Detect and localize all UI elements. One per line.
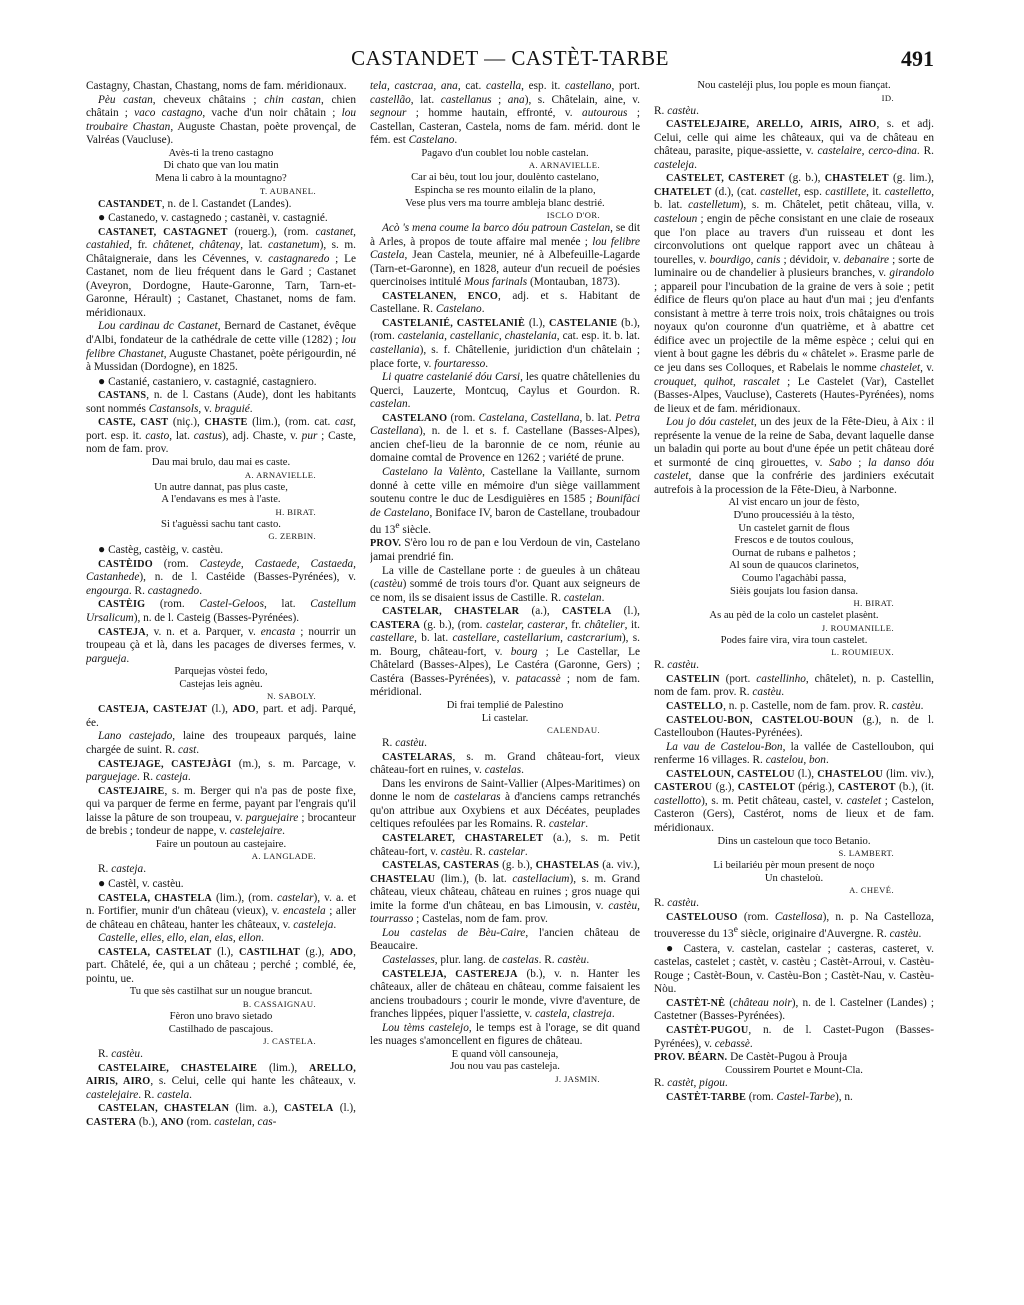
italic-term: castelan xyxy=(370,398,408,411)
headword: CASTEROT xyxy=(837,782,896,794)
quote-line: Ournat de rubans e palhetos ; xyxy=(732,547,856,559)
headword: CASTELANEN, ENCO xyxy=(382,290,499,302)
page-number: 491 xyxy=(901,46,934,71)
italic-term: Castel-Geloos xyxy=(199,598,264,611)
headword: CHASTELAS xyxy=(535,860,600,872)
headword: CHASTELET xyxy=(824,173,889,185)
headword: ADO xyxy=(329,946,354,958)
headword: CASTELOT xyxy=(737,782,795,794)
headword: CASTELAN, CHASTELAN xyxy=(98,1103,230,1115)
quote-author: J. ROUMANILLE. xyxy=(821,622,894,633)
italic-term: castelaras xyxy=(454,791,501,804)
quote-line: Espincha se res mounto eilalin de la plano, xyxy=(414,184,596,196)
italic-term: casteja xyxy=(111,863,144,876)
dictionary-entry: CASTÈT-PUGOU, n. de l. Castet-Pugon (Basses-Pyrénées), v. cebassè. xyxy=(654,1023,934,1050)
italic-term: castèu xyxy=(557,953,587,966)
quote-author: A. ARNAVIELLE. xyxy=(244,469,316,480)
dictionary-entry: CASTELAS, CASTERAS (g. b.), CHASTELAS (a. viv.), CHASTELAU (lim.), (b. lat. castellacium), s. m. Grand château, vieux château, château en ruines ; gros nuage qui imite la forme d'un château, en bas Limousin, v. castèu, tourrasso ; Castelas, nom de fam. prov. xyxy=(370,859,640,926)
headword: CASTELANIE xyxy=(549,317,618,329)
italic-term: Castelasses xyxy=(382,953,435,966)
dictionary-entry: CASTÈT-TARBE (rom. Castel-Tarbe), n. xyxy=(666,1090,853,1103)
quote-line: Mena li cabro à la mountagno? xyxy=(155,172,287,184)
italic-term: castella xyxy=(486,80,522,92)
quote-line: Avès-ti la treno castagno xyxy=(168,147,274,159)
dictionary-entry: CASTEJA, CASTEJAT (l.), ADO, part. et adj. Parqué, ée. xyxy=(86,703,356,729)
headword: ADO xyxy=(232,704,256,716)
headword: CASTELET, CASTERET xyxy=(666,173,785,185)
italic-term: castelan, cas- xyxy=(214,1115,277,1128)
dictionary-entry: CASTELOU-BON, CASTELOU-BOUN (g.), n. de l. Castelloubon (Hautes-Pyrénées). xyxy=(654,713,934,740)
headword: CASTANDET xyxy=(98,198,162,210)
headword: CASTELANIÉ, CASTELANIÈ xyxy=(382,317,526,329)
italic-term: castellano xyxy=(565,80,612,92)
quote-line: Parquejas vòstei fedo, xyxy=(174,666,268,678)
italic-term: girandolo xyxy=(889,267,934,280)
italic-term: castus xyxy=(193,429,222,442)
quote-author: J. CASTELA. xyxy=(263,1036,316,1047)
dictionary-entry: CASTELA, CHASTELA (lim.), (rom. castelar), v. a. et n. Fortifier, munir d'un château (vieux), v. encastela ; aller de château en château, hanter les châteaux, v. casteleja. xyxy=(86,891,356,931)
italic-term: fourtaresso xyxy=(434,357,486,370)
italic-term: lou troubaire Chastan xyxy=(86,107,356,133)
headword: CASTELIN xyxy=(666,673,720,685)
dictionary-entry: CASTÈIDO (rom. Casteyde, Castaede, Castaeda, Castanhede), n. de l. Castéide (Basses-Pyrénées), v. engourga. R. castagnedo. xyxy=(86,557,356,597)
italic-term: pur xyxy=(301,429,318,442)
headword: CHASTELOU xyxy=(817,768,883,780)
italic-term: castellania xyxy=(370,344,420,357)
quote-line: Fèron uno bravo sietado xyxy=(169,1010,273,1022)
dictionary-entry: R. castèu. xyxy=(654,659,699,672)
quote-line: E quand vòll cansouneja, xyxy=(451,1048,559,1060)
headword: CASTEJAGE, CASTEJÀGI xyxy=(98,758,232,770)
italic-term: castèt, pigou xyxy=(667,1077,725,1090)
italic-term: castelas xyxy=(484,764,522,777)
dictionary-entry: CASTELANO (rom. Castelana, Castellana, b. lat. Petra Castellana), n. de l. et s. f. Castellane (Basses-Alpes), ancien chef-lieu de la baronnie de ce nom, réunie au domaine comtal de Provence en 1262 ; variété de prune. xyxy=(370,411,640,465)
italic-term: braguié xyxy=(214,402,250,415)
italic-term: châtenet, châtenay xyxy=(152,239,241,252)
quote-line: Al vist encaro un jour de fèsto, xyxy=(728,497,860,509)
italic-term: castèu xyxy=(891,700,921,713)
italic-term: casteleja xyxy=(293,918,334,931)
italic-term: pargueja xyxy=(86,652,127,665)
dictionary-entry: Lou cardinau dc Castanet, Bernard de Castanet, évêque d'Albi, fondateur de la cathédrale de cette ville (1282) ; lou felibre Chastanet, Auguste Chastanet, poète périgourdin, né à Mussidan (Dordogne), en 1825. xyxy=(86,320,356,374)
headword: CASTELA xyxy=(561,606,612,618)
quote-line: Un autre dannat, pas plus caste, xyxy=(154,481,288,493)
italic-term: castelet xyxy=(846,794,882,807)
italic-term: castèu xyxy=(667,659,697,672)
italic-term: castellacium xyxy=(512,872,570,885)
italic-term: bourg xyxy=(510,645,538,658)
headword: CASTEROU xyxy=(654,782,713,794)
dictionary-entry: La ville de Castellane porte : de gueules à un château (castèu) sommé de trois tours d'or. Quant aux seigneurs de ce nom, ils se disaient issus de Castille. R. castelan. xyxy=(370,564,640,604)
dictionary-entry: ● Castanié, castaniero, v. castagnié, castagniero. xyxy=(98,373,317,388)
headword: CASTEJA xyxy=(98,626,146,638)
italic-term: castelan xyxy=(563,591,602,604)
italic-term: castèu xyxy=(373,578,403,591)
dictionary-entry: Pèu castan, cheveux châtains ; chin castan, chien châtain ; vaco castagno, vache d'un noir châtain ; lou troubaire Chastan, Auguste Chastan, poète provençal, de Valréas (Vaucluse). xyxy=(86,93,356,147)
dictionary-entry: Li quatre castelanié dóu Carsi, les quatre châtellenies du Querci, Lauzerte, Montcuq, Caylus et Gourdon. R. castelan. xyxy=(370,371,640,411)
column-left xyxy=(86,80,356,1250)
italic-term: castelar xyxy=(548,818,586,831)
dictionary-entry: CASTEJA, v. n. et a. Parquer, v. encasta ; nourrir un troupeau çà et là, dans les pacages de diverses fermes, v. pargueja. xyxy=(86,625,356,665)
italic-term: Castellosa xyxy=(774,910,823,923)
dictionary-entry: Acò 's mena coume la barco dóu patroun Castelan, se dit à Arles, à propos de toute affaire mal menée ; lou felibre Castela, Jean Castela, meunier, né à Albefeuille-Lagarde (Tarn-et-Garonne), en 1828, auteur d'un recueil de poésies quercinoises intitulé Mous farinals (Montauban, 1873). xyxy=(370,222,640,289)
italic-term: Lano castejado xyxy=(98,730,173,743)
quote-line: Di frai templié de Palestino xyxy=(446,700,564,712)
quote-author: H. BIRAT. xyxy=(853,598,894,609)
headword: CASTELANO xyxy=(382,412,448,424)
dictionary-entry: PROV. BÉARN. De Castèt-Pugou à Prouja xyxy=(654,1051,848,1064)
headword: CASTÈT-NÈ xyxy=(666,997,726,1009)
bullet-icon: ● xyxy=(666,940,677,955)
dictionary-entry: CASTÈIG (rom. Castel-Geloos, lat. Castellum Ursalicum), n. de l. Casteig (Basses-Pyrénées). xyxy=(86,598,356,625)
headword: CASTELLO xyxy=(666,701,724,713)
dictionary-entry: Castelano la Valènto, Castellane la Vaillante, surnom donné à cette ville en mémoire d'un siège vaillamment soutenu contre le duc de Lesdiguières en 1585 ; Bounifàci de Castelano, Boniface IV, baron de Castellane, troubadour du 13e siècle. xyxy=(370,465,640,536)
italic-term: crouquet, quihot, rascalet xyxy=(654,375,780,388)
italic-term: lou felibre Castela xyxy=(370,235,640,262)
headword: CASTEJA, CASTEJAT xyxy=(98,704,208,716)
italic-term: Castelano xyxy=(408,134,455,147)
headword: CASTELOU-BON, CASTELOU-BOUN xyxy=(666,714,854,726)
quote-line: Frescos e de toutos coulous, xyxy=(734,535,854,547)
bullet-icon: ● xyxy=(98,210,106,225)
dictionary-entry: CASTELEJAIRE, ARELLO, AIRIS, AIRO, s. et adj. Celui, celle qui aime les châteaux, qui va de château en château, parasite, pique-assiette, v. castelaire, cerco-dina. R. casteleja. xyxy=(654,118,934,171)
italic-term: castelar xyxy=(277,891,314,904)
quote-line: Dau mai brulo, dau mai es caste. xyxy=(151,456,291,468)
italic-term: Castansols xyxy=(148,402,199,415)
headword: CASTELA, CASTELAT xyxy=(98,946,212,958)
italic-term: Bounifàci de Castelano xyxy=(370,493,640,519)
dictionary-entry: PROV. S'èro lou ro de pan e lou Verdoun de vin, Castelano jamai prendrié fin. xyxy=(370,537,640,563)
italic-term: Castelano la Valènto xyxy=(382,465,483,478)
italic-term: château noir xyxy=(733,996,792,1009)
italic-term: cebassè xyxy=(714,1037,750,1050)
italic-term: castelar xyxy=(488,845,525,858)
italic-term: Castel-Tarbe xyxy=(776,1090,835,1103)
italic-term: castelaire, cerco-dina xyxy=(817,145,917,158)
quote-line: Sièis goujats lou fasion dansa. xyxy=(730,585,858,597)
headword: CASTELA, CHASTELA xyxy=(98,892,212,904)
italic-term: lou felibre Chastanet xyxy=(86,333,356,360)
italic-term: Pèu castan xyxy=(98,93,153,106)
headword: CASTELARET, CHASTARELET xyxy=(382,833,544,845)
italic-term: castelas xyxy=(502,953,539,966)
italic-term: Petra Castellana xyxy=(370,411,640,438)
headword: CASTE, CAST xyxy=(98,417,169,429)
dictionary-entry: R. castèu. xyxy=(654,897,699,910)
italic-term: castèu xyxy=(395,737,425,750)
quote-line: Faire un poutoun au castejaire. xyxy=(155,838,287,850)
italic-term: castellanus xyxy=(440,93,492,106)
dictionary-entry: CASTÈT-NÈ (château noir), n. de l. Castelner (Landes) ; Castetner (Basses-Pyrénées). xyxy=(654,996,934,1023)
italic-term: encastela xyxy=(283,905,326,918)
dictionary-entry: CASTELARAS, s. m. Grand château-fort, vieux château-fort en ruines, v. castelas. xyxy=(370,750,640,777)
italic-term: cast xyxy=(178,744,197,757)
headword: ARELLO, AIRIS, AIRO xyxy=(86,1062,356,1088)
italic-term: castellare, castellarium, castcrarium xyxy=(452,632,622,645)
headword: CASTELA xyxy=(283,1103,334,1115)
dictionary-entry: CASTELOUN, CASTELOU (l.), CHASTELOU (lim. viv.), CASTEROU (g.), CASTELOT (périg.), CASTEROT (b.), (it. castellotto), s. m. Petit château, castel, v. castelet ; Castelon, Casteron (Gers), Castérot, noms de lieux et de fam. méridionaux. xyxy=(654,767,934,834)
italic-term: castela, clastreja xyxy=(535,1008,612,1021)
italic-term: châtelier xyxy=(584,618,625,631)
italic-term: castelania, castellanic, chastelania xyxy=(397,330,557,343)
dictionary-entry: Lou castelas de Bèu-Caire, l'ancien château de Beaucaire. xyxy=(370,926,640,953)
dictionary-entry: Castagny, Chastan, Chastang, noms de fam. méridionaux. xyxy=(86,80,347,92)
italic-term: castèu xyxy=(667,104,697,117)
italic-term: Li quatre castelanié dóu Carsi xyxy=(382,371,521,384)
headword: CASTÈT-PUGOU xyxy=(666,1024,749,1036)
italic-term: castagnaredo xyxy=(268,252,330,265)
quote-author: ISCLO D'OR. xyxy=(546,210,600,221)
headword: CASTERA xyxy=(370,619,421,631)
italic-term: chastelet xyxy=(879,361,921,374)
quote-line: Castejas leis agnèu. xyxy=(179,678,263,690)
italic-term: Sabo xyxy=(829,456,852,469)
italic-term: castèu xyxy=(111,1048,141,1061)
italic-term: castanet, castahied xyxy=(86,225,356,252)
dictionary-entry: Lou jo dóu castelet, un des jeux de la Fête-Dieu, à Aix : il représente la venue de la reine de Saba, devant laquelle danse un baladin qui porte au bout d'une épée un petit château doré et surmonté de cinq girouettes, v. Sabo ; la danso dóu castelet, danse que la confrérie des jardiniers exécutait autrefois à la procession de la Fête-Dieu, à Narbonne. xyxy=(654,416,934,496)
dictionary-entry: ● Castèg, castèig, v. castèu. xyxy=(98,542,224,557)
quote-line: Un castelet garnit de flous xyxy=(738,522,850,534)
italic-term: debanaire xyxy=(843,253,889,266)
italic-term: castelletto xyxy=(884,185,932,198)
italic-term: castèu xyxy=(667,897,697,910)
italic-term: Acò 's mena coume la barco dóu patroun Castelan xyxy=(382,222,611,235)
italic-term: castellão xyxy=(370,93,411,106)
quote-line: As au pèd de la colo un castelet plasènt. xyxy=(709,610,879,622)
headword: CASTILHAT xyxy=(238,946,300,958)
quote-line: Tu que sès castilhat sur un nougue brancut. xyxy=(129,986,313,998)
quote-line: Dins un casteloun que toco Betanio. xyxy=(717,835,871,847)
headword: CASTEJAIRE xyxy=(98,785,165,797)
italic-term: castellet xyxy=(760,185,798,198)
dictionary-entry: CASTE, CAST (niç.), CHASTE (lim.), (rom. cat. cast, port. esp. it. casto, lat. castus), adj. Chaste, v. pur ; Caste, nom de fam. prov. xyxy=(86,416,356,456)
quote-line: Si t'aguèssi sachu tant casto. xyxy=(161,518,281,530)
headword: CASTELEJA, CASTEREJA xyxy=(382,968,518,980)
dictionary-entry: Lano castejado, laine des troupeaux parqués, laine chargée de suint. R. cast. xyxy=(86,730,356,757)
headword: CASTELAIRE, CHASTELAIRE xyxy=(98,1062,258,1074)
italic-term: castellare xyxy=(370,632,415,645)
quote-author: ID. xyxy=(881,92,894,103)
page-header xyxy=(86,46,934,76)
quote-author: A. LANGLADE. xyxy=(251,851,316,862)
italic-term: Lou castelas de Bèu-Caire xyxy=(382,926,526,939)
headword: CASTANS xyxy=(98,390,147,402)
italic-term: engourga xyxy=(86,584,129,597)
quote-line: D'uno proucessiéu à la tèsto, xyxy=(733,510,855,522)
quote-line: Castilhado de pascajous. xyxy=(168,1023,274,1035)
italic-term: ana xyxy=(507,93,525,106)
headword: CASTERA xyxy=(86,1116,137,1128)
dictionary-entry: ● Castèl, v. castèu. xyxy=(98,876,184,890)
quote-line: Podes faire vira, vira toun castelet. xyxy=(720,634,868,646)
column-right xyxy=(654,80,934,1250)
italic-term: castelejaire xyxy=(229,825,283,838)
italic-term: vaco castagno xyxy=(134,107,203,120)
headword: CASTELOUSO xyxy=(666,911,738,923)
quote-line: Pagavo d'un coublet lou noble castelan. xyxy=(421,147,589,159)
italic-term: casteleja xyxy=(654,158,695,171)
bullet-icon: ● xyxy=(98,373,106,388)
italic-term: castelejaire xyxy=(86,1088,139,1101)
dictionary-entry: R. castèu. xyxy=(654,104,699,117)
italic-term: bourdigo, canis xyxy=(709,253,781,266)
dictionary-entry: CASTELARET, CHASTARELET (a.), s. m. Petit château-fort, v. castèu. R. castelar. xyxy=(370,832,640,858)
headword: CASTELARAS xyxy=(382,751,453,763)
quote-author: L. ROUMIEUX. xyxy=(831,647,894,658)
quote-author: J. JASMIN. xyxy=(555,1073,600,1084)
headword: PROV. BÉARN. xyxy=(654,1052,728,1064)
quote-author: N. SABOLY. xyxy=(266,691,316,702)
dictionary-entry: Dans les environs de Saint-Vallier (Alpes-Maritimes) on donne le nom de castelaras à d'anciens camps retranchés qu'on attribue aux Oxybiens et aux Décéates, peuplades celtiques refoulées par les Romains. R. castelar. xyxy=(370,777,640,831)
running-head: CASTANDET — CASTÈT-TARBE xyxy=(351,46,669,70)
italic-term: Castelano xyxy=(435,303,482,316)
quote-line: Nou casteléji plus, lou pople es moun fiançat. xyxy=(697,80,891,91)
italic-term: casto xyxy=(145,429,170,442)
dictionary-entry: Lou tèms castelejo, le temps est à l'orage, se dit quand les nuages s'amoncellent en figures de château. xyxy=(370,1021,640,1048)
quote-author: H. BIRAT. xyxy=(275,506,316,517)
italic-term: parguejaire xyxy=(245,811,299,824)
italic-term: cast xyxy=(334,416,354,429)
quote-line: Li beilariéu pèr moun present de noço xyxy=(713,860,875,872)
quote-line: Li castelar. xyxy=(481,712,529,724)
italic-term: castèu xyxy=(440,845,470,858)
headword: CASTÈT-TARBE xyxy=(666,1091,746,1103)
italic-term: castelletum xyxy=(688,199,740,212)
italic-term: castelou, bon xyxy=(765,754,826,767)
italic-term: La vau de Castelou-Bon xyxy=(666,740,783,753)
column-middle xyxy=(370,80,640,1250)
dictionary-entry: CASTELAN, CHASTELAN (lim. a.), CASTELA (l.), CASTERA (b.), ANO (rom. castelan, cas- xyxy=(86,1102,356,1128)
quote-author: CALENDAU. xyxy=(546,725,600,736)
italic-term: castèu xyxy=(752,686,782,699)
headword: CASTELEJAIRE, ARELLO, AIRIS, AIRO xyxy=(666,119,877,131)
italic-term: Casteyde, Castaede, Castaeda, Castanhede xyxy=(86,557,356,584)
quote-author: G. ZERBIN. xyxy=(268,531,316,542)
dictionary-entry: CASTELANEN, ENCO, adj. et s. Habitant de Castellane. R. Castelano. xyxy=(370,289,640,316)
quote-line: Di chato que van lou matin xyxy=(163,160,279,172)
headword: CHASTELAU xyxy=(370,873,436,885)
italic-term: Lou jo dóu castelet xyxy=(666,416,754,429)
dictionary-entry: R. castèu. xyxy=(98,1048,143,1061)
dictionary-entry: CASTEJAIRE, s. m. Berger qui n'a pas de poste fixe, qui va parquer de ferme en ferme, payant par l'engrais qu'il laisse la pâture de son troupeau, v. parguejaire ; brocanteur de brebis ; tondeur de nappe, v. castelejaire. xyxy=(86,784,356,838)
quote-author: S. LAMBERT. xyxy=(838,848,894,859)
italic-term: Lou cardinau dc Castanet xyxy=(98,320,218,333)
italic-term: segnour xyxy=(370,107,407,120)
quote-line: Vese plus vers ma tourre ambleja blanc destrié. xyxy=(405,197,605,209)
italic-term: chin castan xyxy=(264,93,321,106)
quote-line: Jou nou vau pas casteleja. xyxy=(450,1061,560,1073)
headword: PROV. xyxy=(370,538,402,550)
dictionary-entry: R. casteja. xyxy=(98,863,147,876)
dictionary-entry: Castelle, elles, ello, elan, elas, ellon. xyxy=(98,932,264,945)
italic-term: tela, castcraa, ana xyxy=(370,80,458,92)
dictionary-entry: CASTELEJA, CASTEREJA (b.), v. n. Hanter les châteaux, aller de château en château, comme faisaient les anciens troubadours ; courir le monde, vivre d'aventure, de franches lippées, piquer l'assiette, v. castela, clastreja. xyxy=(370,967,640,1021)
dictionary-entry: CASTELA, CASTELAT (l.), CASTILHAT (g.), ADO, part. Châtelé, ée, qui a un château ; perché ; comblé, ée, pointu, ue. xyxy=(86,945,356,985)
headword: CASTANET, CASTAGNET xyxy=(98,226,228,238)
dictionary-entry: La vau de Castelou-Bon, la vallée de Castelloubon, qui renferme 16 villages. R. castelou, bon. xyxy=(654,740,934,767)
dictionary-entry: R. castèu. xyxy=(382,737,427,750)
italic-term: Castelana, Castellana xyxy=(478,411,580,424)
italic-term: la danso dóu castelet xyxy=(654,456,934,483)
headword: CASTELAR, CHASTELAR xyxy=(382,606,520,618)
italic-term: Castellum Ursalicum xyxy=(86,598,356,625)
dictionary-entry: tela, castcraa, ana, cat. castella, esp. it. castellano, port. castellão, lat. castellanus ; ana), s. Châtelain, aine, v. segnour ; homme hautain, effronté, v. autourous ; Castellan, Casteran, Castela, noms de fam. mérid. dont le fém. est Castelano. xyxy=(370,80,640,147)
dictionary-entry: Castelasses, plur. lang. de castelas. R. castèu. xyxy=(382,953,590,966)
quote-author: T. AUBANEL. xyxy=(259,185,316,196)
quote-line: Coussirem Pourtet e Mount-Cla. xyxy=(725,1064,863,1076)
italic-term: castela xyxy=(157,1088,190,1101)
italic-term: autourous xyxy=(582,107,628,120)
italic-term: parguejage xyxy=(86,771,138,784)
quote-line: Un chasteloù. xyxy=(764,872,824,884)
quote-author: A. ARNAVIELLE. xyxy=(528,160,600,171)
headword: CASTÈIG xyxy=(98,599,146,611)
dictionary-entry: CASTELOUSO (rom. Castellosa), n. p. Na Castelloza, trouveresse du 13e siècle, originaire d'Auvergne. R. castèu. xyxy=(654,910,934,941)
quote-author: B. CASSAIGNAU. xyxy=(242,998,316,1009)
italic-term: castèu xyxy=(889,928,919,941)
quote-author: A. CHEVÉ. xyxy=(849,885,894,896)
italic-term: casteja xyxy=(155,771,188,784)
dictionary-entry: ● Castera, v. castelan, castelar ; casteras, casteret, v. castelas, castelet ; castèt, v. castèu ; Castèt-Arroui, v. Castèu-Rouge ; Castèt-Boun, v. Castèu-Bon ; Castèt-Nau, v. Castèu-Nòu. xyxy=(654,940,934,996)
italic-term: Castelle, elles, ello, elan, elas, ellon xyxy=(98,932,262,945)
italic-term: castanetum xyxy=(268,239,320,252)
quote-line: A l'endavans es mes à l'aste. xyxy=(161,494,281,506)
dictionary-entry: CASTELAR, CHASTELAR (a.), CASTELA (l.), CASTERA (g. b.), (rom. castelar, casterar, fr. châtelier, it. castellare, b. lat. castellare, castellarium, castcrarium), s. m. Bourg, château-fort, v. bourg ; Le Castellar, Le Châtelard (Basses-Alpes), Le Castéra (Garonne, Gers) ; Castéra (Basses-Pyrénées), v. patacassè ; nom de fam. méridional. xyxy=(370,605,640,699)
italic-term: castèu, tourrasso xyxy=(370,899,640,926)
dictionary-entry: ● Castanedo, v. castagnedo ; castanèi, v. castagnié. xyxy=(98,210,328,225)
dictionary-entry: CASTELET, CASTERET (g. b.), CHASTELET (g. lim.), CHATELET (d.), (cat. castellet, esp. castillete, it. castelletto, b. lat. castelletum), s. m. Châtelet, petit château, villa, v. casteloun ; engin de pêche consistant en une claie de roseaux que l'on place au travers d'un ruisseau et dont les circonvolutions ont quelque rapport avec un château à tourelles, v. bourdigo, canis ; dévidoir, v. debanaire ; sorte de luminaire ou de chandelier à plusieurs branches, v. girandolo ; appareil pour l'incubation de la graine de vers à soie ; petit édifice de fleurs qu'on place au haut d'un mai ; jeu d'enfants consistant à mettre à terre trois noix, trois châtaignes ou trois noyaux qu'on couronne d'un quatrième, et à abattre cet édifice avec un projectile de la même espèce ; celui qui en vient à bout gagne les débris du « châtelet ». Erasme parle de ce jeu dans ses Colloques, et Rabelais le nomme chastelet, v. crouquet, quihot, rascalet ; Le Castelet (Var), Castellet (Basses-Alpes, Vaucluse), Casterets (Hautes-Pyrénées), noms de lieux et de fam. méridionaux. xyxy=(654,172,934,415)
italic-term: casteloun xyxy=(654,212,698,225)
italic-term: Mous farinals xyxy=(464,276,528,289)
dictionary-entry: CASTANDET, n. de l. Castandet (Landes). xyxy=(98,197,292,210)
italic-term: Lou tèms castelejo xyxy=(382,1021,469,1034)
dictionary-entry: CASTELLO, n. p. Castelle, nom de fam. prov. R. castèu. xyxy=(666,700,924,713)
headword: CASTÈIDO xyxy=(98,558,153,570)
italic-term: castellotto xyxy=(654,794,702,807)
italic-term: castillete xyxy=(825,185,867,198)
dictionary-entry: R. castèt, pigou. xyxy=(654,1077,728,1090)
dictionary-entry: CASTELAIRE, CHASTELAIRE (lim.), ARELLO, AIRIS, AIRO, s. Celui, celle qui hante les châteaux, v. castelejaire. R. castela. xyxy=(86,1061,356,1101)
dictionary-entry: CASTELIN (port. castellinho, châtelet), n. p. Castellin, nom de fam. prov. R. castèu. xyxy=(654,672,934,699)
italic-term: castelar, casterar xyxy=(485,618,566,631)
dictionary-entry: CASTELANIÉ, CASTELANIÈ (l.), CASTELANIE (b.), (rom. castelania, castellanic, chastelania, cat. esp. it. b. lat. castellania), s. f. Châtellenie, juridiction d'un châtelain ; place forte, v. fourtaresso. xyxy=(370,316,640,370)
bullet-icon: ● xyxy=(98,542,106,557)
dictionary-entry: CASTEJAGE, CASTEJÀGI (m.), s. m. Parcage, v. parguejage. R. casteja. xyxy=(86,757,356,784)
headword: CASTELOUN, CASTELOU xyxy=(666,768,795,780)
headword: ANO xyxy=(160,1116,184,1128)
bullet-icon: ● xyxy=(98,876,106,890)
quote-line: Coumo l'agachàbi passa, xyxy=(741,573,847,585)
dictionary-entry: CASTANS, n. de l. Castans (Aude), dont les habitants sont nommés Castansols, v. braguié. xyxy=(86,389,356,415)
headword: CASTELAS, CASTERAS xyxy=(382,860,500,872)
dictionary-entry: CASTANET, CASTAGNET (rouerg.), (rom. castanet, castahied, fr. châtenet, châtenay, lat. castanetum), s. m. Châtaigneraie, dans les Cévennes, v. castagnaredo ; Le Castanet, nom de lieu fréquent dans le Gard ; Castanet (Aveyron, Dordogne, Haute-Garonne, Tarn, Tarn-et-Garonne, Hérault) ; Castanet, Chastanet, noms de fam. méridionaux. xyxy=(86,225,356,319)
quote-line: Car ai bèu, tout lou jour, doulènto castelano, xyxy=(411,172,599,184)
headword: CHATELET xyxy=(654,186,712,198)
italic-term: castagnedo xyxy=(147,584,200,597)
italic-term: encasta xyxy=(260,625,296,638)
headword: CHASTE xyxy=(204,417,248,429)
quote-line: Al soun de quaucos clarinetos, xyxy=(729,560,859,572)
italic-term: castellinho xyxy=(756,672,806,685)
italic-term: patacassè xyxy=(516,672,561,685)
